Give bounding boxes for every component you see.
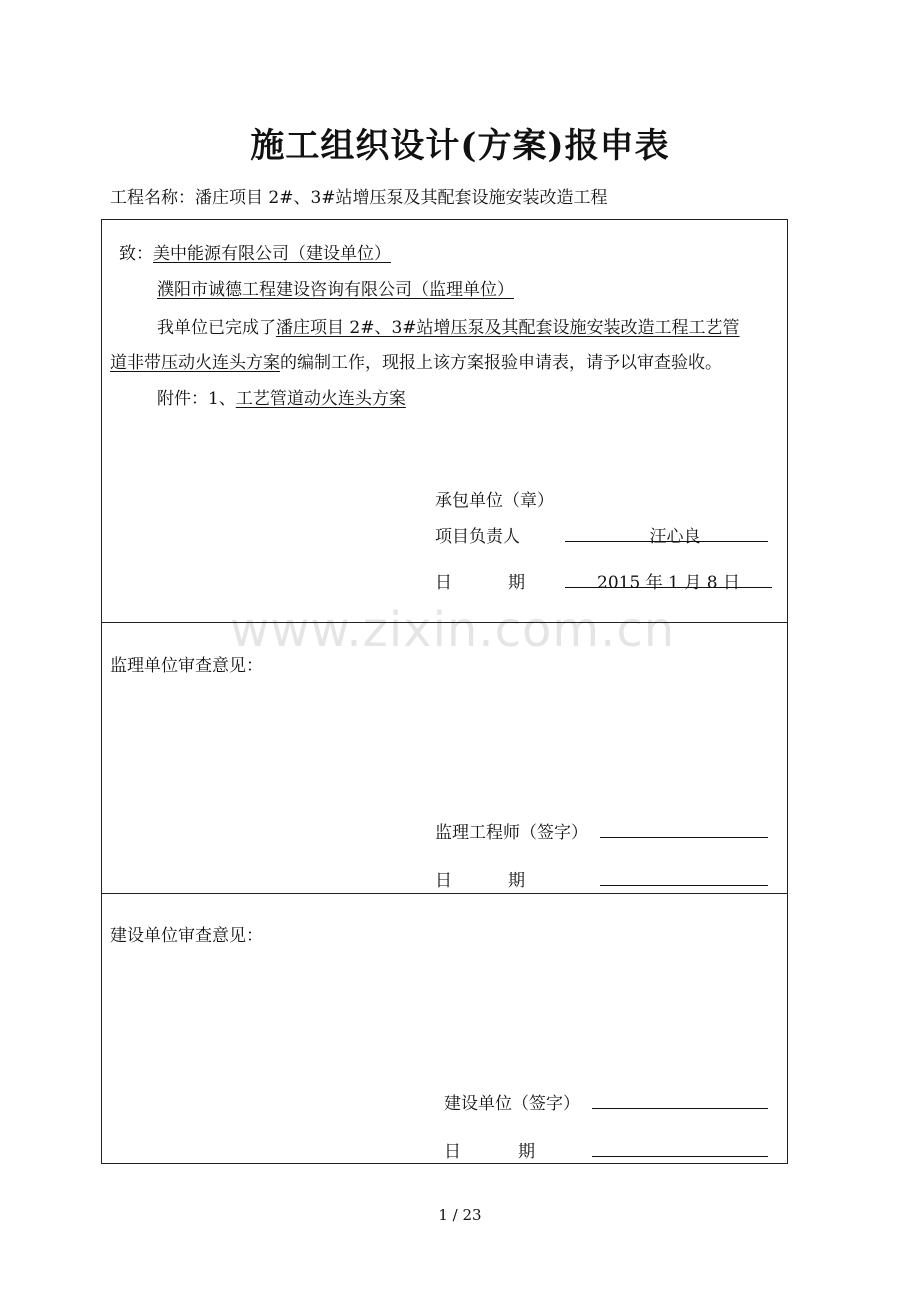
- body-line-1: [157, 313, 740, 338]
- owner-date-line: [592, 1156, 768, 1157]
- review-date-line: [600, 885, 768, 886]
- owner-sign-label: 建设单位（签字）: [444, 1094, 580, 1114]
- project-label: 工程名称：: [110, 188, 195, 208]
- supervisor-unit: 濮阳市诚德工程建设咨询有限公司（监理单位）: [157, 280, 514, 300]
- project-name-line: [110, 183, 608, 208]
- date-label-char-1: 日: [435, 573, 452, 593]
- date-value: 2015 年 1 月 8 日: [597, 573, 740, 593]
- scheme-name-part2: 道非带压动火连头方案: [110, 353, 280, 373]
- watermark: www.zixin.com.cn: [230, 602, 676, 658]
- date-label-char-2: 期: [508, 573, 525, 593]
- to-prefix: 致：: [119, 244, 153, 264]
- section-divider-2: [101, 893, 788, 894]
- attachment-prefix: 附件：1、: [157, 389, 236, 409]
- review-date-label-char-1: 日: [435, 871, 452, 891]
- body-suffix: 的编制工作，现报上该方案报验申请表，请予以审查验收。: [280, 353, 722, 373]
- review-date-label-char-2: 期: [508, 871, 525, 891]
- form-title: 施工组织设计(方案)报申表: [250, 126, 670, 166]
- owner-review-heading: 建设单位审查意见：: [110, 926, 263, 946]
- body-line-2: [110, 348, 722, 373]
- project-name: 潘庄项目 2#、3#站增压泵及其配套设施安装改造工程: [195, 188, 608, 208]
- owner-date-label-char-2: 期: [518, 1142, 535, 1162]
- owner-date-label-char-1: 日: [444, 1142, 461, 1162]
- supervisor-review-heading: 监理单位审查意见：: [110, 656, 263, 676]
- owner-unit: 美中能源有限公司（建设单位）: [153, 244, 391, 264]
- attachment-item: 工艺管道动火连头方案: [235, 389, 406, 409]
- page-number: 1 / 23: [438, 1206, 482, 1224]
- owner-sign-line: [592, 1108, 768, 1109]
- attachment-line: [157, 384, 406, 409]
- contractor-label: 承包单位（章）: [435, 491, 554, 511]
- body-prefix: 我单位已完成了: [157, 318, 276, 338]
- engineer-sign-label: 监理工程师（签字）: [435, 823, 588, 843]
- manager-name: 汪心良: [649, 527, 701, 547]
- scheme-name-part1: 潘庄项目 2#、3#站增压泵及其配套设施安装改造工程工艺管: [276, 318, 740, 338]
- engineer-sign-line: [600, 837, 768, 838]
- addressee-line: [119, 239, 391, 264]
- manager-label: 项目负责人: [435, 527, 520, 547]
